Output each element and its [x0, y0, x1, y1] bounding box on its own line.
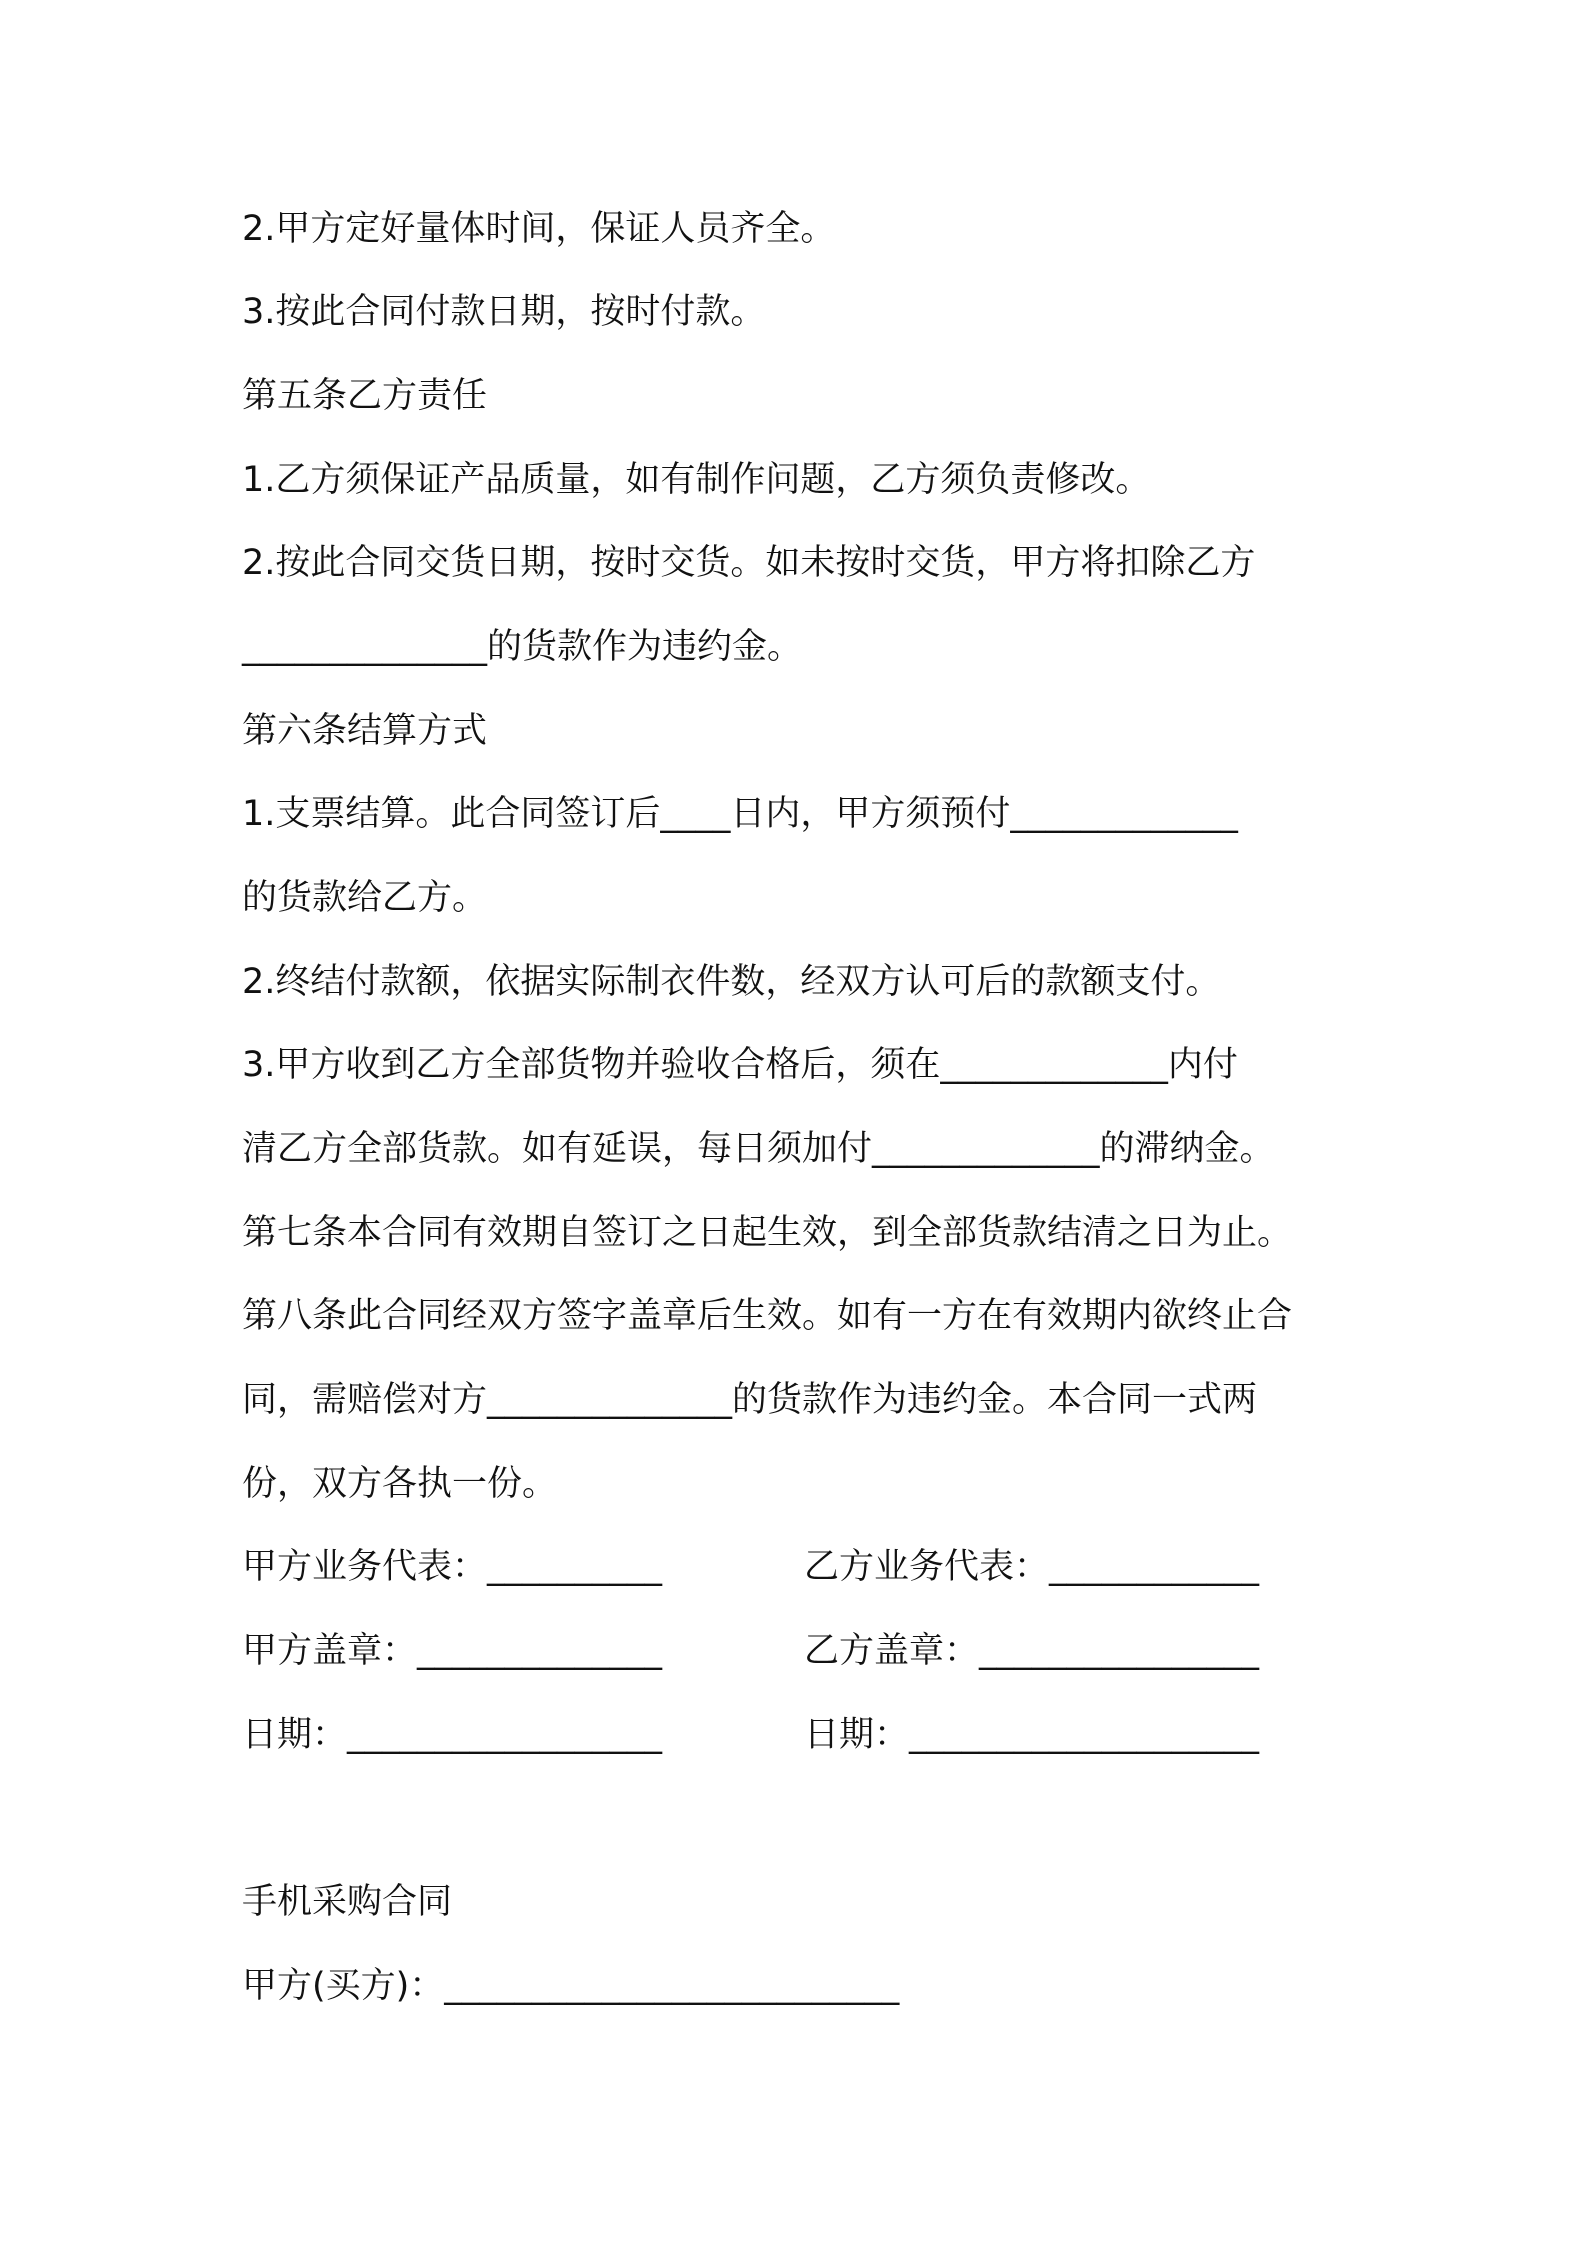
clause-line-12: 份，双方各执一份。 — [242, 1464, 558, 1504]
section-heading-6: 第六条结算方式 — [242, 711, 488, 751]
clause-line-11: 同，需赔偿对方______________的货款作为违约金。本合同一式两 — [242, 1380, 1258, 1420]
clause-line-5: ______________的货款作为违约金。 — [242, 627, 803, 667]
clause-line-1: 2.甲方定好量体时间，保证人员齐全。 — [242, 209, 836, 249]
section-heading-5: 第五条乙方责任 — [242, 376, 488, 416]
party-b-date: 日期：____________________ — [804, 1715, 1260, 1755]
clause-line-9: 3.甲方收到乙方全部货物并验收合格后，须在_____________内付 — [242, 1045, 1238, 1085]
buyer-line: 甲方(买方)：__________________________ — [242, 1966, 900, 2006]
next-contract-title: 手机采购合同 — [242, 1882, 453, 1922]
clause-line-4: 2.按此合同交货日期，按时交货。如未按时交货，甲方将扣除乙方 — [242, 543, 1256, 583]
party-a-seal: 甲方盖章：______________ — [242, 1631, 663, 1671]
clause-line-8: 2.终结付款额，依据实际制衣件数，经双方认可后的款额支付。 — [242, 962, 1221, 1002]
party-a-date: 日期：__________________ — [242, 1715, 663, 1755]
clause-line-3: 1.乙方须保证产品质量，如有制作问题，乙方须负责修改。 — [242, 460, 1151, 500]
clause-line-10: 清乙方全部货款。如有延误，每日须加付_____________的滞纳金。 — [242, 1129, 1275, 1169]
section-heading-7: 第七条本合同有效期自签订之日起生效，到全部货款结清之日为止。 — [242, 1213, 1293, 1253]
party-b-representative: 乙方业务代表：____________ — [804, 1547, 1260, 1587]
party-b-seal: 乙方盖章：________________ — [804, 1631, 1260, 1671]
clause-line-6: 1.支票结算。此合同签订后____日内，甲方须预付_____________ — [242, 794, 1238, 834]
clause-line-7: 的货款给乙方。 — [242, 878, 488, 918]
party-a-representative: 甲方业务代表：__________ — [242, 1547, 663, 1587]
section-heading-8: 第八条此合同经双方签字盖章后生效。如有一方在有效期内欲终止合 — [242, 1296, 1293, 1336]
clause-line-2: 3.按此合同付款日期，按时付款。 — [242, 292, 766, 332]
